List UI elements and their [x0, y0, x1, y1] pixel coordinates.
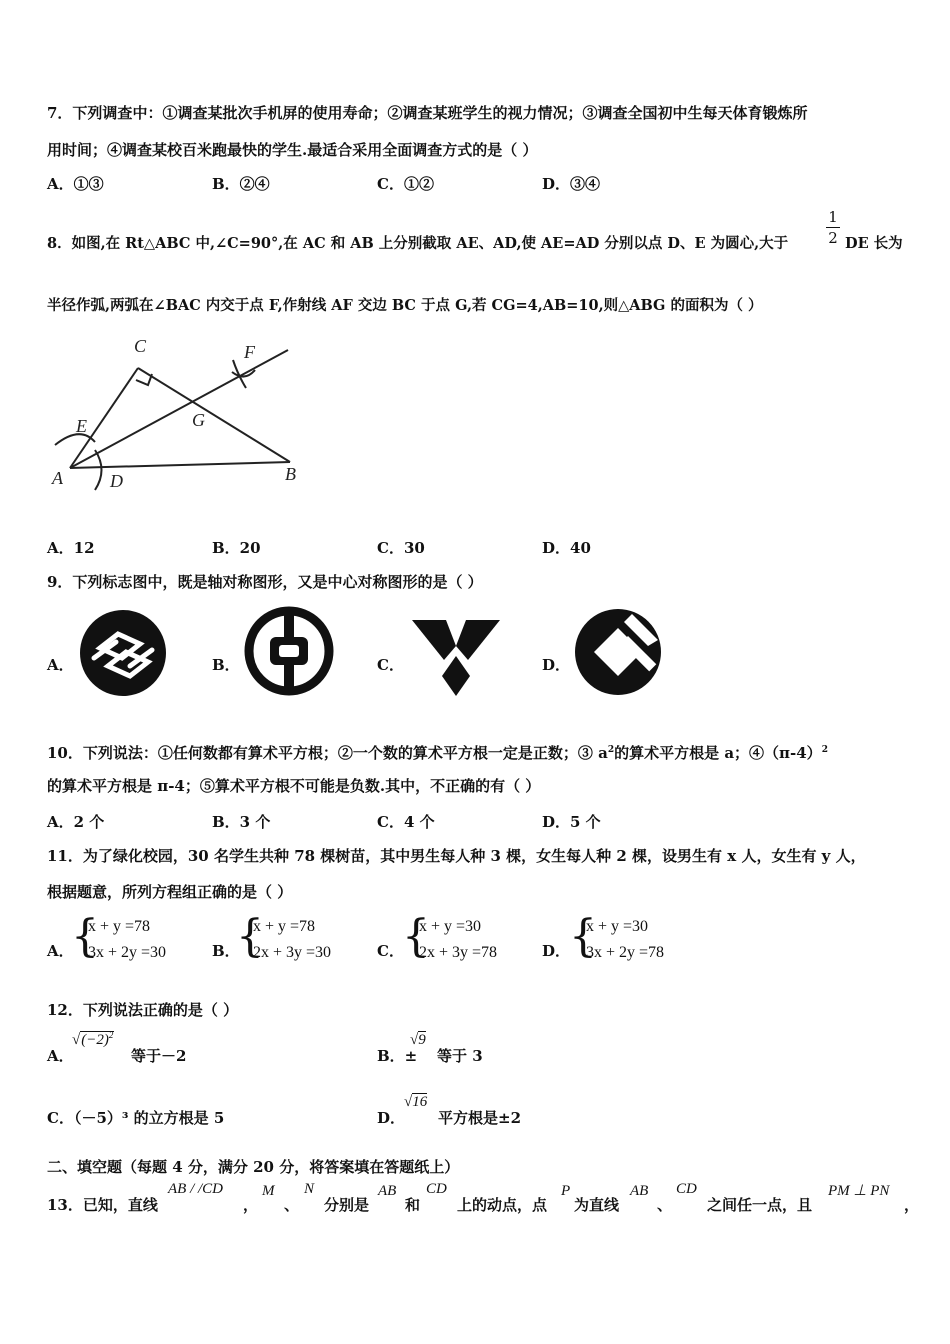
q10-option-a: A．2 个	[47, 813, 105, 831]
q10-sup2: 2	[821, 745, 828, 755]
q11-line2: 根据题意，所列方程组正确的是（ ）	[47, 883, 293, 901]
q9-line1: 9．下列标志图中，既是轴对称图形，又是中心对称图形的是（ ）	[47, 573, 483, 591]
q11-a-eq1: x + y =78	[88, 918, 151, 935]
q11-line1: 11．为了绿化校园，30 名学生共种 78 棵树苗，其中男生每人种 3 棵，女生每人种 2 棵，设男生有 x 人，女生有 y 人，	[47, 847, 866, 865]
q7-option-a: A．①③	[47, 175, 104, 193]
q12-a-text: 等于－2	[131, 1047, 187, 1065]
q7-option-b: B．②④	[212, 175, 270, 193]
q11-d-eq2: 3x + 2y =78	[586, 944, 665, 961]
q11-option-a-system	[88, 914, 166, 966]
q13-m1: AB / /CD	[168, 1181, 223, 1197]
q12-b-text: 等于 3	[437, 1047, 483, 1065]
q9-option-c: C．	[377, 656, 404, 674]
label-a: A	[52, 468, 63, 488]
q11-option-b-label: B．	[212, 942, 240, 960]
q13-m6: P	[561, 1183, 571, 1199]
q12-a-label: A．	[47, 1047, 74, 1065]
q10-option-c: C．4 个	[377, 813, 435, 831]
q8-line2: 半径作弧,两弧在∠BAC 内交于点 F,作射线 AF 交边 BC 于点 G,若 CG=4,AB=10,则△ABG 的面积为（ ）	[47, 297, 763, 314]
q11-b-eq2: 2x + 3y =30	[253, 944, 332, 961]
q11-option-c-brace: {	[402, 911, 430, 962]
q9-option-a: A．	[47, 656, 74, 674]
q12-d-radicand: 16	[412, 1094, 428, 1110]
q13-m7: AB	[630, 1183, 649, 1199]
q7-option-c: C．①②	[377, 175, 434, 193]
q11-d-eq1: x + y =30	[586, 918, 649, 935]
q9-option-b: B．	[212, 656, 240, 674]
label-c: C	[134, 336, 147, 356]
q10-line2: 的算术平方根是 π-4；⑤算术平方根不可能是负数.其中，不正确的有（ ）	[47, 777, 541, 795]
label-g: G	[192, 410, 205, 430]
q8-option-c: C．30	[377, 539, 425, 557]
logo-a-china-mobile-icon	[78, 608, 168, 698]
q12-a-radicand: (−2)	[81, 1032, 109, 1048]
q12-b-label: B．±	[377, 1047, 418, 1065]
q11-option-c-system	[419, 914, 497, 966]
q11-option-a-label: A．	[47, 942, 74, 960]
q8-option-d: D．40	[542, 539, 591, 557]
arc-d	[95, 450, 102, 490]
logo-c-three-shapes-icon	[410, 616, 502, 698]
q8-frac-den: 2	[828, 229, 838, 247]
q8-frac-bar	[826, 227, 840, 228]
q11-option-c-label: C．	[377, 942, 404, 960]
q13-t6: 上的动点，点	[457, 1196, 548, 1214]
q10-line1-text-a: 10．下列说法：①任何数都有算术平方根；②一个数的算术平方根一定是正数；③ a	[47, 744, 608, 762]
q11-a-eq2: 3x + 2y =30	[88, 944, 167, 961]
logo-d-construction-bank-icon	[572, 606, 664, 698]
q12-a-exp: 2	[108, 1030, 114, 1040]
q13-m9: PM ⊥ PN	[828, 1183, 890, 1199]
q10-option-d: D．5 个	[542, 813, 601, 831]
q13-t10: ，	[904, 1196, 920, 1214]
q8-option-a: A．12	[47, 539, 95, 557]
q8-line1-end: DE 长为	[845, 235, 903, 252]
side-cb	[138, 368, 290, 462]
q13-m2: M	[262, 1183, 275, 1199]
ray-af	[70, 350, 288, 468]
q10-option-b: B．3 个	[212, 813, 271, 831]
q13-t4: 分别是	[324, 1196, 370, 1214]
q7-line2: 用时间；④调查某校百米跑最快的学生.最适合采用全面调查方式的是（ ）	[47, 141, 538, 159]
q7-line1: 7．下列调查中：①调查某批次手机屏的使用寿命；②调查某班学生的视力情况；③调查全国初中生每天体育锻炼所	[47, 104, 808, 122]
q12-d-sqrt: √16	[404, 1094, 428, 1110]
q12-b-sqrt: √9	[410, 1032, 426, 1048]
q13-t3: 、	[284, 1196, 300, 1214]
q7-option-d: D．③④	[542, 175, 601, 193]
q11-c-eq2: 2x + 3y =78	[419, 944, 498, 961]
q9-option-d: D．	[542, 656, 571, 674]
q11-option-d-brace: {	[569, 911, 597, 962]
q12-d-label: D．	[377, 1109, 406, 1127]
q13-t7: 为直线	[574, 1196, 620, 1214]
q11-option-b-brace: {	[236, 911, 264, 962]
q13-m8: CD	[676, 1181, 697, 1197]
label-d: D	[110, 471, 123, 491]
q13-m3: N	[304, 1181, 315, 1197]
label-b: B	[285, 464, 296, 484]
section2-title: 二、填空题（每题 4 分，满分 20 分，将答案填在答题纸上）	[47, 1158, 460, 1176]
q10-line1-text-b: 的算术平方根是 a；④（π-4）	[614, 744, 822, 762]
q13-t1: 13．已知，直线	[47, 1196, 158, 1214]
q12-a-sqrt: $√(-2)^2$	[72, 1030, 114, 1048]
q13-t5: 和	[405, 1196, 421, 1214]
q8-option-b: B．20	[212, 539, 261, 557]
q11-option-b-system	[253, 914, 331, 966]
q11-option-d-system	[586, 914, 664, 966]
q12-c-text: C．（－5）³ 的立方根是 5	[47, 1109, 225, 1127]
q13-t2: ，	[243, 1196, 259, 1214]
side-ab	[70, 462, 290, 468]
q11-b-eq1: x + y =78	[253, 918, 316, 935]
label-f: F	[244, 342, 255, 362]
q13-m4: AB	[378, 1183, 397, 1199]
q11-option-d-label: D．	[542, 942, 571, 960]
q10-line1	[47, 740, 828, 763]
q8-line1-text: 8．如图,在 Rt△ABC 中,∠C=90°,在 AC 和 AB 上分别截取 AE、AD,使 AE=AD 分别以点 D、E 为圆心,大于	[47, 235, 789, 252]
q12-line1: 12．下列说法正确的是（ ）	[47, 1001, 239, 1019]
label-e: E	[76, 416, 87, 436]
q8-frac-num: 1	[828, 208, 838, 226]
q11-option-a-brace: {	[71, 911, 99, 962]
q12-d-text: 平方根是±2	[438, 1109, 522, 1127]
q13-m5: CD	[426, 1181, 447, 1197]
q12-b-radicand: 9	[418, 1032, 426, 1048]
q8-triangle-figure	[40, 330, 310, 500]
q13-t9: 之间任一点，且	[707, 1196, 813, 1214]
q11-c-eq1: x + y =30	[419, 918, 482, 935]
q8-line1	[47, 234, 788, 254]
logo-b-bank-of-china-icon	[244, 606, 334, 696]
q8-fraction	[826, 208, 840, 247]
q10-sup1: 2	[607, 745, 615, 755]
q13-t8: 、	[657, 1196, 673, 1214]
